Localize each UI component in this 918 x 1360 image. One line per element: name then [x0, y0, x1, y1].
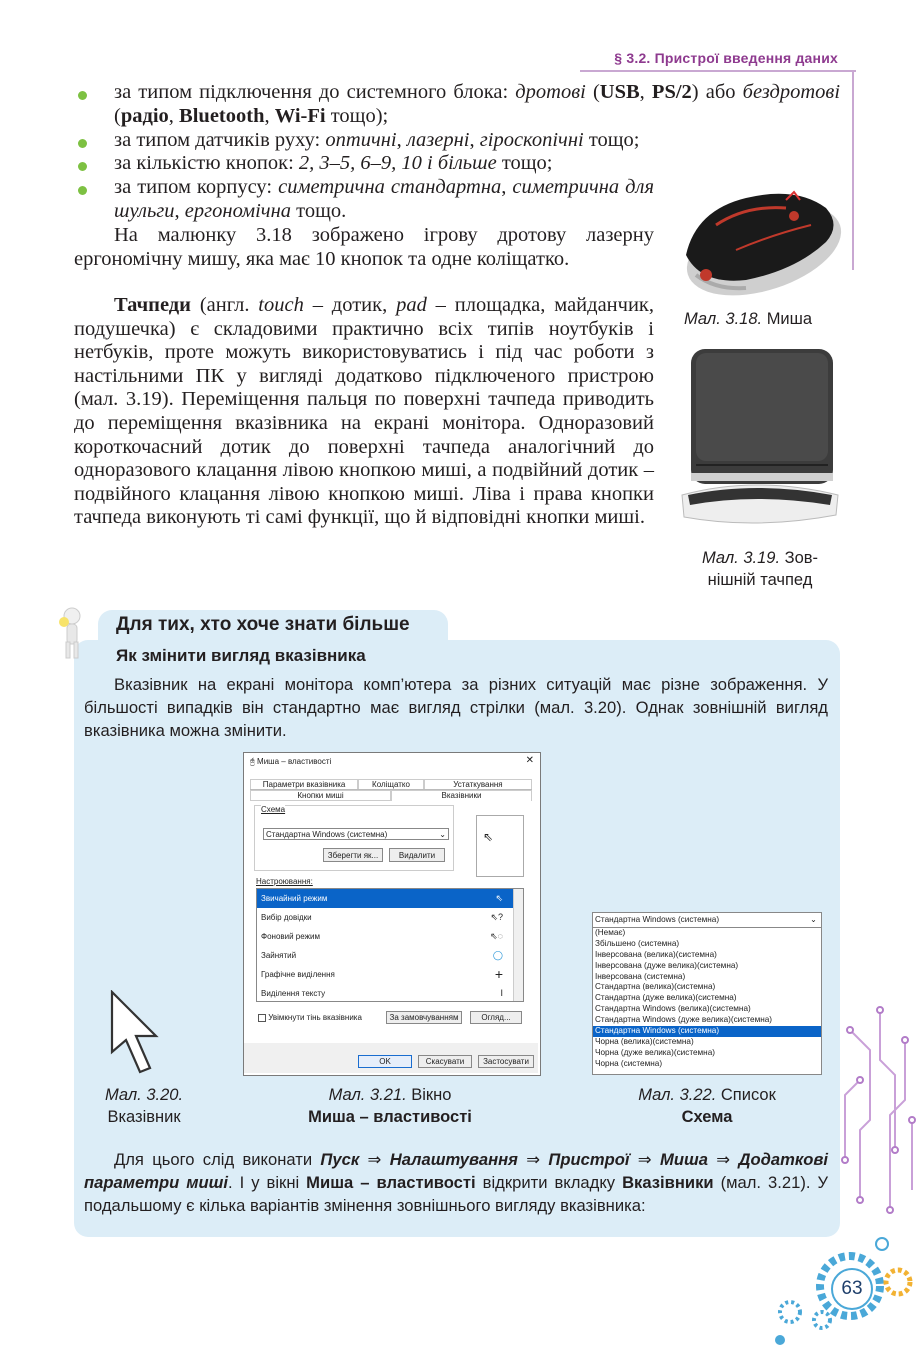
apply-button[interactable]: Застосувати — [478, 1055, 534, 1068]
scheme-option[interactable]: Чорна (системна) — [595, 1058, 663, 1068]
dialog-title: Миша – властивості — [257, 757, 332, 766]
busy-cursor-icon: ◯ — [492, 950, 503, 960]
caption-bold: Схема — [681, 1108, 733, 1126]
tab-buttons[interactable]: Кнопки миші — [250, 790, 391, 801]
caption-number: Мал. 3.18. — [684, 310, 763, 328]
scheme-select[interactable] — [263, 828, 449, 840]
scheme-option[interactable]: Стандартна Windows (системна) — [593, 1026, 821, 1037]
caption-fig-3-19 — [690, 547, 830, 591]
cursor-list-item-label: Зайнятий — [261, 951, 297, 960]
term-touchpad: Тачпеди — [114, 294, 191, 316]
scheme-dropdown[interactable] — [592, 912, 822, 1075]
cursor-list-item[interactable] — [257, 984, 523, 1002]
scheme-option[interactable]: Стандартна Windows (дуже велика)(системна) — [595, 1015, 772, 1025]
caption-number: Мал. 3.21. — [328, 1086, 407, 1104]
tab-wheel[interactable]: Коліщатко — [358, 779, 424, 789]
caption-number: Мал. 3.22. — [638, 1086, 717, 1104]
margin-divider — [852, 70, 854, 270]
tab-pointer-options[interactable]: Параметри вказівника — [250, 779, 358, 789]
ibeam-cursor-icon: I — [500, 988, 503, 998]
scheme-option[interactable]: Інверсована (велика)(системна) — [595, 949, 717, 959]
caption-fig-3-20 — [94, 1084, 194, 1128]
info-box-subtitle: Як змінити вигляд вказівника — [116, 646, 366, 665]
arrow-cursor-icon: ⇖ — [495, 893, 503, 903]
cross-cursor-icon: + — [494, 966, 503, 982]
arrow-cursor-icon: ⇖ — [483, 830, 494, 844]
scheme-option[interactable]: Чорна (дуже велика)(системна) — [595, 1047, 715, 1057]
mouse-properties-dialog — [243, 752, 541, 1076]
tab-pointers[interactable]: Вказівники — [391, 790, 532, 801]
caption-text: Список — [720, 1086, 776, 1104]
paragraph-touchpad — [74, 294, 654, 530]
scheme-label: Схема — [261, 805, 286, 814]
cursor-list[interactable] — [256, 888, 524, 1002]
caption-bold: Миша – властивості — [308, 1108, 472, 1126]
tab-hardware[interactable]: Устаткування — [424, 779, 532, 789]
info-box-outro: Для цього слід виконати Пуск ⇒ Налаштування ⇒ Пристрої ⇒ Миша ⇒ Додаткові параметри миші. І у вікні Миша – властивості відкрити вкладку Вказівники (мал. 3.21). У подальшому є кілька варіантів змінення зовнішнього вигляду вказівника: — [84, 1150, 829, 1215]
circuit-decoration-icon — [840, 1000, 918, 1240]
scheme-option[interactable]: Стандартна (велика)(системна) — [595, 982, 716, 992]
shadow-label: Увімкнути тінь вказівника — [268, 1013, 362, 1022]
default-button[interactable]: За замовчуванням — [386, 1011, 462, 1024]
paragraph-touchpad-body: (англ. touch – дотик, pad – площадка, майданчик, подушечка) є складовими практично всіх типів ноутбуків і нетбуків, проте можуть використовуватись і під час роботи з настільними ПК у вигляді додатково підключеного пристрою (мал. 3.19). Переміщення пальця по поверхні тачпеда приводить до переміщення вказівника на екрані монітора. Одноразовий короткочасний дотик до поверхні тачпеда аналогічний до одноразового клацання лівою кнопкою миші, а подвійний дотик – подвійного клацання лівою кнопкою миші. Ліва і права кнопки тачпеда виконують ті самі функції, що й відповідні кнопки миші. — [74, 294, 654, 529]
paragraph-mouse: На малюнку 3.18 зображено ігрову дротову лазерну ергономічну мишу, яка має 10 кнопок та одне коліщатко. — [74, 224, 654, 270]
caption-number: Мал. 3.20. — [104, 1086, 184, 1104]
ok-button[interactable]: OK — [358, 1055, 412, 1068]
arrow-pointer-icon — [108, 990, 172, 1076]
scheme-group — [254, 805, 454, 871]
save-as-button[interactable]: Зберегти як... — [323, 848, 383, 862]
scheme-option[interactable]: Стандартна (дуже велика)(системна) — [595, 993, 737, 1003]
header-divider — [580, 70, 856, 72]
info-box-title: Для тих, хто хоче знати більше — [116, 614, 410, 635]
bullet-icon — [78, 91, 87, 100]
cursor-list-item[interactable] — [257, 927, 523, 946]
cursor-list-item-label: Фоновий режим — [261, 932, 320, 941]
help-cursor-icon: ⇖? — [490, 912, 503, 922]
bullet-icon — [78, 186, 87, 195]
cancel-button[interactable]: Скасувати — [418, 1055, 472, 1068]
tabs-row-2 — [250, 790, 532, 801]
shadow-checkbox[interactable] — [258, 1014, 266, 1022]
cursor-list-item-label: Графічне виділення — [261, 970, 335, 979]
dialog-title-bar — [250, 757, 331, 767]
list-scrollbar[interactable] — [513, 889, 523, 1001]
scheme-options — [593, 928, 821, 1070]
close-button[interactable]: ✕ — [525, 755, 534, 766]
cursor-list-item[interactable] — [257, 965, 523, 984]
touchpad-image — [676, 345, 840, 535]
scheme-option[interactable]: Інверсована (дуже велика)(системна) — [595, 960, 739, 970]
scheme-option[interactable]: Чорна (велика)(системна) — [595, 1036, 694, 1046]
caption-fig-3-22 — [610, 1084, 804, 1128]
scheme-select-value: Стандартна Windows (системна) — [266, 830, 388, 839]
cursor-list-item[interactable] — [257, 946, 523, 965]
cursor-list-item[interactable] — [257, 889, 523, 908]
thinking-figure-icon — [54, 604, 90, 662]
browse-button[interactable]: Огляд... — [470, 1011, 522, 1024]
caption-text: Вікно — [411, 1086, 452, 1104]
busy-bg-cursor-icon: ⇖◌ — [490, 931, 503, 941]
scheme-option[interactable]: Збільшено (системна) — [595, 938, 680, 948]
caption-text: Зов- — [784, 549, 819, 567]
tabs-row-1 — [250, 779, 532, 790]
bullet-2: за типом датчиків руху: оптичні, лазерні, гіроскопічні тощо; — [114, 129, 640, 151]
bullet-icon — [78, 139, 87, 148]
bullet-3: за кількістю кнопок: 2, 3–5, 6–9, 10 і більше тощо; — [114, 152, 553, 174]
cursor-list-item-label: Вибір довідки — [261, 913, 312, 922]
caption-fig-3-18 — [684, 310, 812, 329]
bullet-1: за типом підключення до системного блока: дротові (USB, PS/2) або бездротові (радіо, Bluetooth, Wi-Fi тощо); — [114, 81, 841, 127]
page-number: 63 — [831, 1268, 873, 1310]
section-header: § 3.2. Пристрої введення даних — [614, 50, 838, 66]
caption-fig-3-21 — [270, 1084, 510, 1128]
scheme-option[interactable]: Інверсована (системна) — [595, 971, 686, 981]
chevron-down-icon: ⌄ — [810, 915, 817, 924]
bullet-icon — [78, 162, 87, 171]
cursor-list-item-label: Звичайний режим — [261, 894, 328, 903]
bullet-4: за типом корпусу: симетрична стандартна, симетрична для шульги, ергономічна тощо. — [114, 176, 655, 222]
caption-text: нішній тачпед — [707, 571, 813, 589]
scheme-dropdown-selected: Стандартна Windows (системна) — [595, 915, 720, 924]
scheme-dropdown-value[interactable] — [593, 913, 821, 928]
shadow-option — [258, 1013, 362, 1022]
scheme-option[interactable]: (Немає) — [595, 928, 626, 937]
info-box-intro: Вказівник на екрані монітора комп’ютера за різних ситуацій має різне зображення. У більшості випадків він стандартно має вигляд стрілки (мал. 3.20). Однак зовнішній вигляд вказівника можна змінити. — [84, 675, 828, 740]
cursor-list-item-label: Виділення тексту — [261, 989, 326, 998]
caption-text: Вказівник — [107, 1108, 181, 1126]
pointer-preview — [476, 815, 524, 877]
chevron-down-icon: ⌄ — [439, 830, 446, 839]
caption-text: Миша — [766, 310, 813, 328]
gaming-mouse-image — [676, 180, 846, 300]
mouse-icon: 🖰 — [250, 757, 255, 766]
caption-number: Мал. 3.19. — [701, 549, 781, 567]
scheme-option[interactable]: Стандартна Windows (велика)(системна) — [595, 1004, 751, 1014]
customize-label: Настроювання: — [256, 877, 313, 886]
cursor-list-item[interactable] — [257, 908, 523, 927]
delete-button[interactable]: Видалити — [389, 848, 445, 862]
